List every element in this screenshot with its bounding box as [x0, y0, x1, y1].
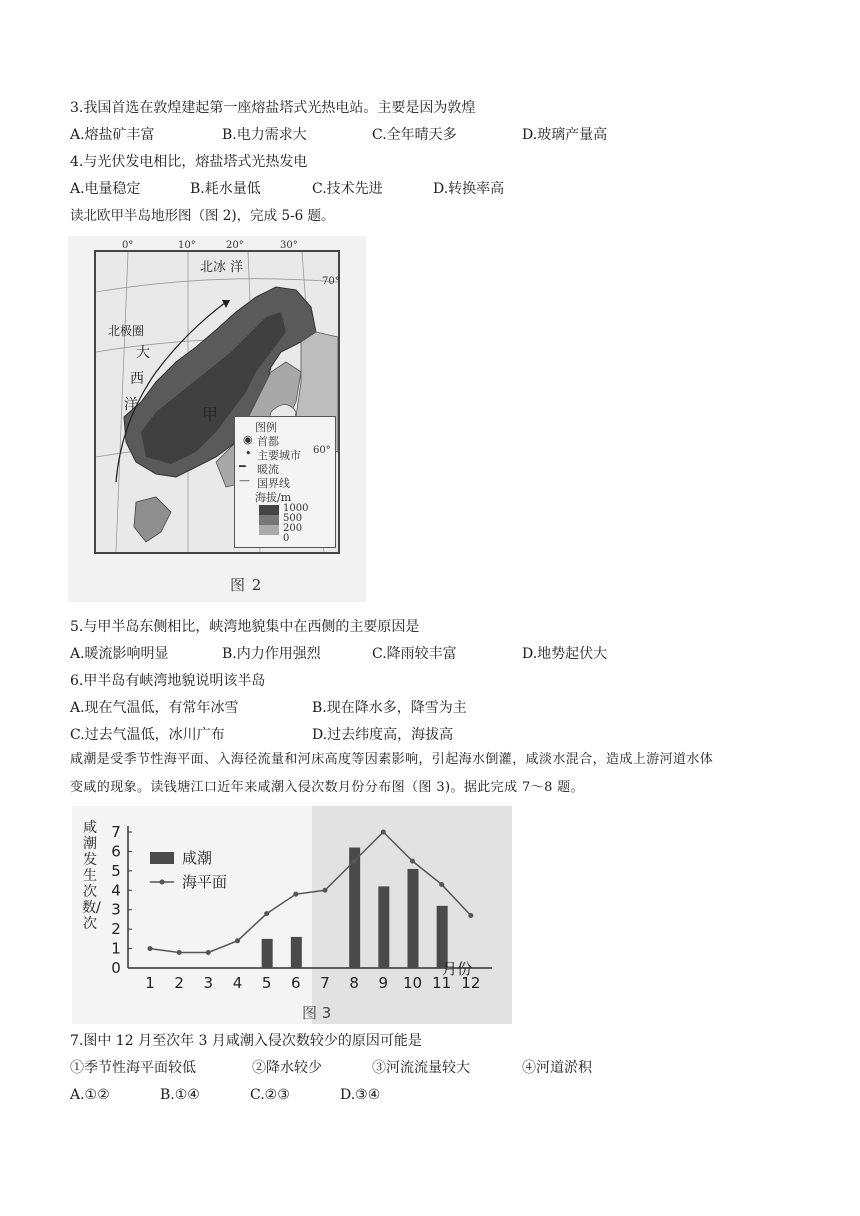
- q4-option-c: C.技术先进: [312, 181, 383, 197]
- sea-level-point: [410, 859, 415, 864]
- label-atlantic-1: 大: [136, 345, 150, 361]
- q7-option-d: D.③④: [340, 1087, 381, 1103]
- sea-level-point: [468, 913, 473, 918]
- bar-xianchao: [262, 939, 273, 968]
- x-tick-label: 6: [291, 974, 301, 992]
- sea-level-point: [439, 882, 444, 887]
- q5-option-c: C.降雨较丰富: [372, 646, 457, 662]
- label-atlantic-2: 西: [130, 371, 144, 387]
- y-tick-label: 2: [111, 920, 121, 939]
- passage-7-8: [70, 746, 830, 802]
- q3-option-b: B.电力需求大: [222, 127, 307, 143]
- x-tick-label: 10: [402, 974, 423, 992]
- legend-level-200: 200: [283, 523, 303, 534]
- question-4-stem: 4.与光伏发电相比，熔盐塔式光热发电: [70, 154, 308, 170]
- legend-border: 国界线: [257, 477, 290, 490]
- y-tick-label: 4: [111, 881, 121, 900]
- sea-level-point: [148, 946, 153, 951]
- swatch-200: [259, 525, 279, 535]
- bar-xianchao: [378, 886, 389, 968]
- q3-option-d: D.玻璃产量高: [522, 127, 608, 143]
- x-tick-label: 1: [145, 974, 155, 992]
- map-legend: [234, 416, 336, 548]
- legend-level-1000: 1000: [283, 503, 309, 514]
- question-5-stem: 5.与甲半岛东侧相比，峡湾地貌集中在西侧的主要原因是: [70, 619, 420, 635]
- x-tick-label: 3: [203, 974, 214, 992]
- legend-level-500: 500: [283, 513, 303, 524]
- q7-option-c: C.②③: [250, 1087, 290, 1103]
- q6-option-c: C.过去气温低，冰川广布: [70, 727, 225, 743]
- x-tick-label: 11: [432, 974, 452, 992]
- x-tick-label: 12: [461, 974, 481, 992]
- x-axis-label: 月份: [442, 960, 473, 978]
- q7-option-b: B.①④: [160, 1087, 200, 1103]
- sea-level-point: [293, 892, 298, 897]
- deg-label-0: 0°: [122, 240, 134, 251]
- bar-xianchao: [291, 937, 302, 968]
- intro-5-6: 读北欧甲半岛地形图（图 2)，完成 5-6 题。: [70, 208, 335, 224]
- question-7-stem: 7.图中 12 月至次年 3 月咸潮入侵次数较少的原因可能是: [70, 1033, 422, 1049]
- legend-bar-swatch: [150, 852, 174, 864]
- passage-line-2: 变咸的现象。读钱塘江口近年来咸潮入侵次数月份分布图（图 3)。据此完成 7～8 题。: [70, 780, 585, 795]
- sea-level-point: [235, 938, 240, 943]
- sea-level-point: [323, 888, 328, 893]
- current-line-icon: ━: [239, 460, 246, 473]
- label-atlantic-3: 洋: [124, 397, 138, 413]
- legend-city: 主要城市: [257, 449, 301, 462]
- deg-label-70: 70°: [322, 276, 340, 287]
- y-tick-label: 1: [111, 939, 121, 958]
- deg-label-60: 60°: [313, 445, 331, 456]
- x-tick-label: 9: [378, 974, 389, 992]
- legend-current: 暖流: [257, 463, 279, 476]
- swatch-1000: [259, 505, 279, 515]
- sea-level-point: [177, 950, 182, 955]
- passage-line-1: 咸潮是受季节性海平面、入海径流量和河床高度等因素影响，引起海水倒灌，咸淡水混合，造成上游河道水体: [70, 752, 714, 767]
- sea-level-point: [206, 950, 211, 955]
- legend-line-dot: [160, 880, 165, 885]
- city-icon: •: [245, 447, 252, 460]
- label-peninsula-jia: 甲: [202, 405, 219, 424]
- swatch-500: [259, 515, 279, 525]
- y-tick-label: 0: [111, 959, 121, 977]
- chart-svg: [72, 806, 512, 1024]
- q6-option-d: D.过去纬度高，海拔高: [312, 727, 454, 743]
- legend-line-label: 海平面: [182, 873, 228, 891]
- figure-2-map: [68, 236, 366, 602]
- map-frame: [94, 240, 340, 554]
- question-6-stem: 6.甲半岛有峡湾地貌说明该半岛: [70, 673, 266, 689]
- label-arctic-circle: 北极圈: [108, 324, 145, 338]
- x-tick-label: 2: [174, 974, 184, 992]
- q4-option-d: D.转换率高: [433, 181, 505, 197]
- q6-option-b: B.现在降水多，降雪为主: [312, 700, 467, 716]
- deg-label-30: 30°: [280, 240, 298, 251]
- y-tick-label: 3: [111, 900, 121, 919]
- deg-label-10: 10°: [178, 240, 196, 251]
- q7-statement-1: ①季节性海平面较低: [70, 1060, 196, 1076]
- x-tick-label: 8: [349, 974, 359, 992]
- x-tick-label: 4: [232, 974, 243, 992]
- sea-level-point: [381, 830, 386, 835]
- capital-icon: ◉: [243, 433, 253, 446]
- figure-3-caption: 图 3: [302, 1004, 332, 1022]
- q7-statement-4: ④河道淤积: [522, 1060, 592, 1076]
- deg-label-20: 20°: [226, 240, 244, 251]
- q7-option-a: A.①②: [70, 1087, 110, 1103]
- sea-level-point: [264, 911, 269, 916]
- legend-level-0: 0: [283, 533, 290, 544]
- legend-title: 图例: [255, 421, 277, 434]
- y-axis-label: 咸潮发生次数/次: [82, 820, 101, 932]
- legend-bar-label: 咸潮: [182, 849, 213, 867]
- figure-3-chart: [72, 806, 512, 1024]
- x-tick-label: 5: [261, 974, 272, 992]
- chart-bars: [262, 848, 448, 968]
- q5-option-b: B.内力作用强烈: [222, 646, 321, 662]
- y-tick-label: 6: [111, 842, 121, 861]
- q4-option-b: B.耗水量低: [190, 181, 261, 197]
- sea-level-point: [352, 859, 357, 864]
- figure-2-caption: 图 2: [230, 576, 263, 594]
- q4-option-a: A.电量稳定: [70, 181, 141, 197]
- q7-statement-3: ③河流流量较大: [372, 1060, 470, 1076]
- legend-capital: 首都: [257, 435, 279, 448]
- legend-elevation: 海拔/m: [255, 491, 292, 504]
- bar-xianchao: [408, 869, 419, 968]
- border-line-icon: —: [239, 474, 250, 487]
- x-tick-label: 7: [320, 974, 330, 992]
- bar-xianchao: [437, 906, 448, 968]
- q3-option-c: C.全年晴天多: [372, 127, 457, 143]
- label-arctic-ocean: 北冰 洋: [200, 260, 244, 275]
- q5-option-d: D.地势起伏大: [522, 646, 608, 662]
- y-tick-label: 5: [111, 861, 121, 880]
- q6-option-a: A.现在气温低，有常年冰雪: [70, 700, 239, 716]
- y-tick-label: 7: [111, 823, 121, 841]
- bar-xianchao: [349, 848, 360, 968]
- q7-statement-2: ②降水较少: [252, 1060, 322, 1076]
- q3-option-a: A.熔盐矿丰富: [70, 127, 155, 143]
- question-3-stem: 3.我国首选在敦煌建起第一座熔盐塔式光热电站。主要是因为敦煌: [70, 100, 476, 116]
- q5-option-a: A.暖流影响明显: [70, 646, 169, 662]
